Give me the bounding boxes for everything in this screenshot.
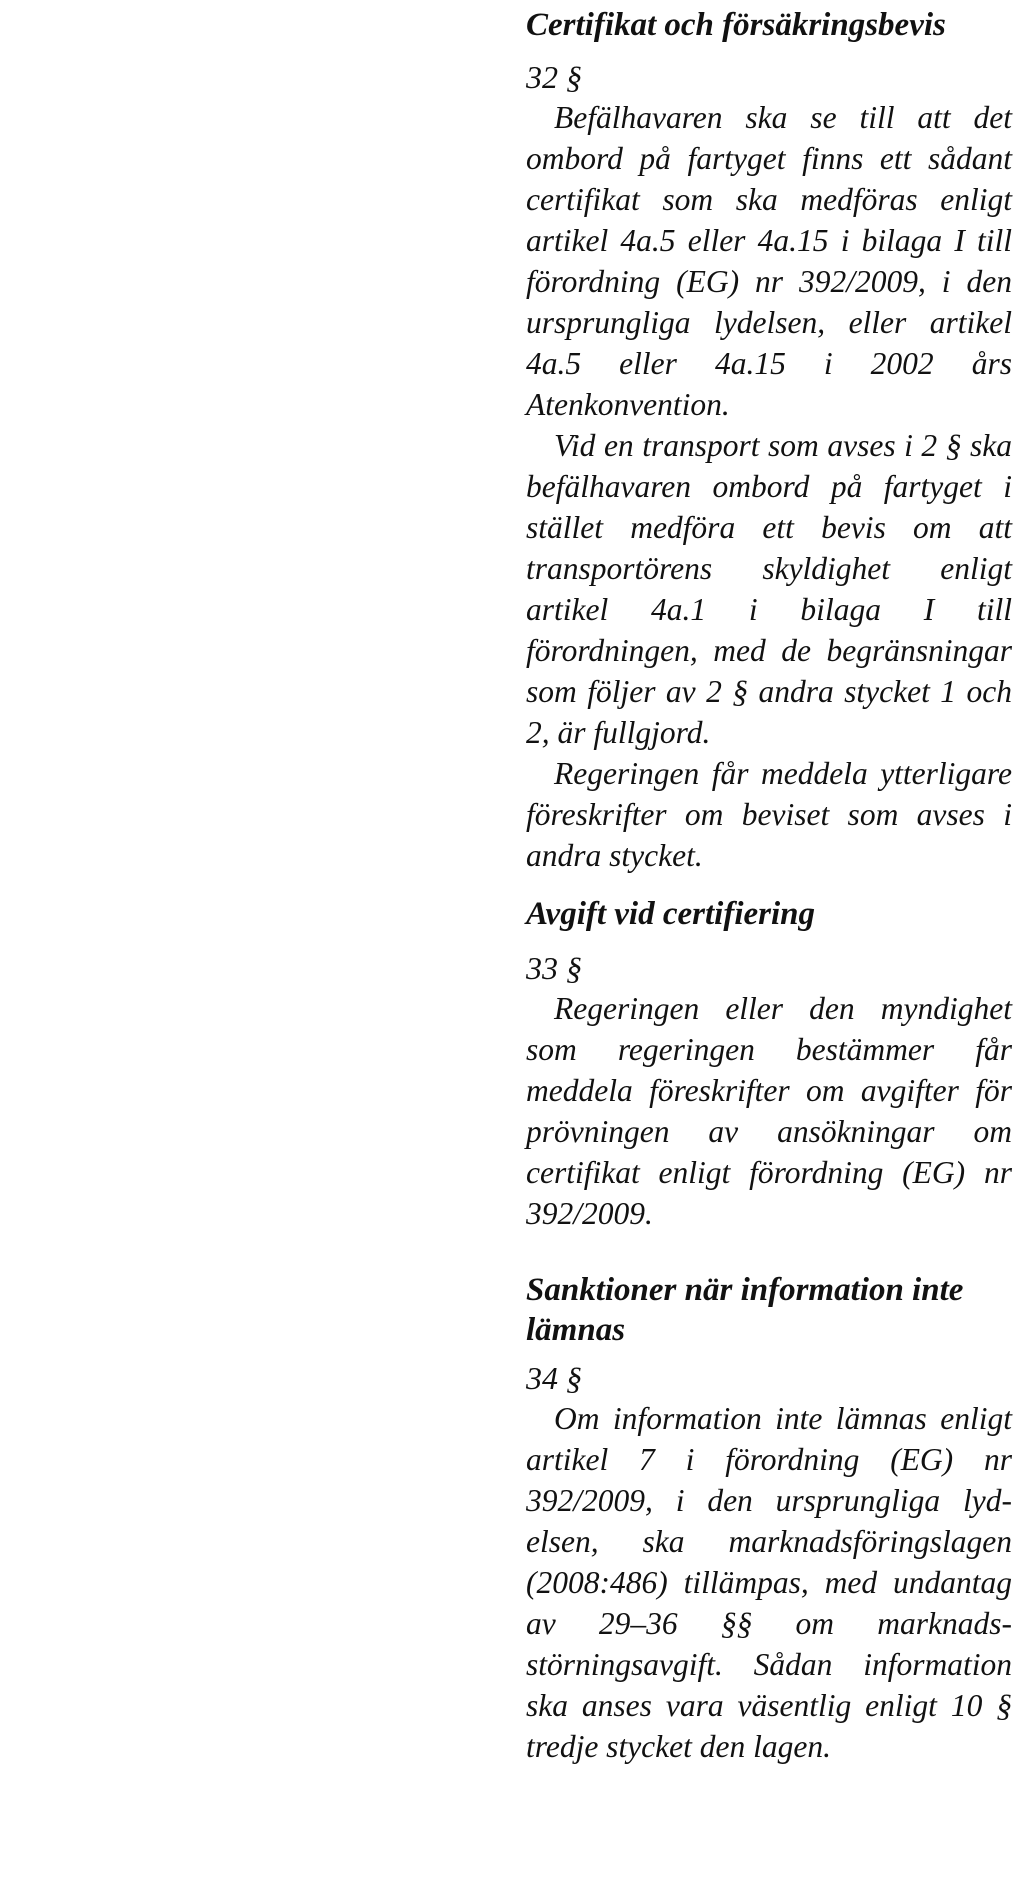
body-paragraph: Om information inte lämnas enligt artikel 7 i förordning (EG) nr 392/2009, i den ursprungliga lydelsen, ska marknadsföringslagen (2008:486) tillämpas, med undantag av 29–36 §§ om marknadsstörningsavgift. Sådan information ska anses vara väsentlig enligt 10 § tredje stycket den lagen. bbox=[526, 1401, 1012, 1764]
section-certifikat bbox=[526, 5, 1012, 876]
body-paragraph: Regeringen eller den myndighet som regeringen bestämmer får meddela föreskrifter om avgifter för prövningen av ansökningar om certifikat enligt förordning (EG) nr 392/2009. bbox=[526, 991, 1012, 1231]
section-heading: Certifikat och försäkringsbevis bbox=[526, 7, 946, 43]
paragraph-number: 33 § bbox=[526, 950, 582, 986]
section-avgift bbox=[526, 894, 1012, 1234]
paragraph-number: 34 § bbox=[526, 1360, 582, 1396]
section-sanktioner bbox=[526, 1270, 1012, 1767]
body-paragraph: Regeringen får meddela ytterligare föreskrifter om beviset som avses i andra stycket. bbox=[526, 756, 1012, 873]
body-paragraph: Befälhavaren ska se till att det ombord på fartyget finns ett sådant certifikat som ska medföras enligt artikel 4a.5 eller 4a.15 i bilaga I till förordning (EG) nr 392/2009, i den ursprungliga lydelsen, eller artikel 4a.5 eller 4a.15 i 2002 års Atenkonvention. bbox=[526, 100, 1012, 422]
body-paragraph: Vid en transport som avses i 2 § ska befälhavaren ombord på fartyget i stället medföra ett bevis om att transportörens skyldighet enligt artikel 4a.1 i bilaga I till förordningen, med de begränsningar som följer av 2 § andra stycket 1 och 2, är fullgjord. bbox=[526, 428, 1012, 750]
section-heading: Sanktioner när information inte lämnas bbox=[526, 1272, 964, 1348]
paragraph-number: 32 § bbox=[526, 59, 582, 95]
section-heading: Avgift vid certifiering bbox=[526, 896, 815, 932]
